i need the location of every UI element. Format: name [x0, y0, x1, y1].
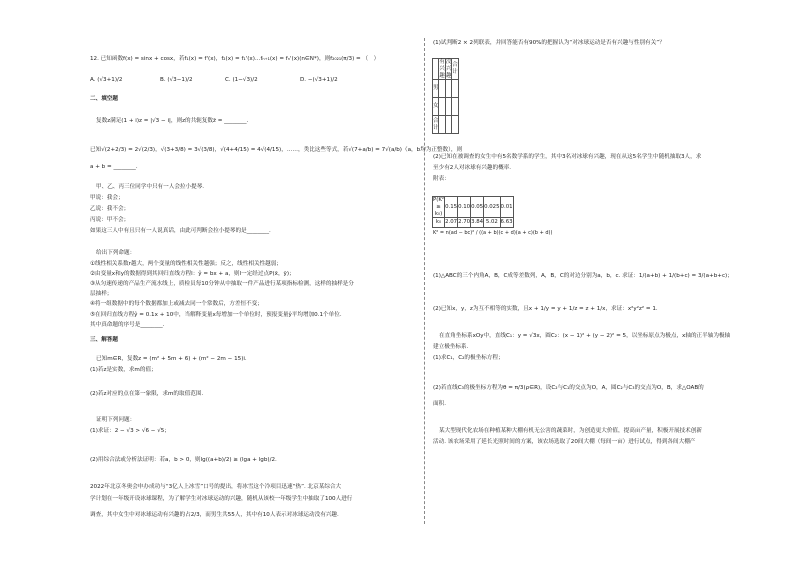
table-cell: 0.025: [484, 197, 500, 218]
question-13: 复数z满足(1 + i)z = |√3 − i|，则z的共轭复数z̄ = ________.: [96, 118, 249, 124]
question-20-part2: (2)已知x，y，z为互不相等的实数，且x + 1/y = y + 1/z = z + 1/x，求证：x²y²z² = 1.: [433, 306, 658, 312]
question-21-line2: 建立极坐标系.: [433, 344, 469, 350]
table-cell: 合计: [452, 59, 458, 80]
table-cell: [452, 116, 458, 134]
question-15-line5: 如果这三人中有且只有一人说真话，由此可判断会拉小提琴的是________.: [90, 228, 271, 234]
question-21-line3: (1)求C₁，C₂的极坐标方程；: [433, 355, 504, 361]
question-16-line3: ②由变量x和y的数据得到其回归直线方程l：ŷ = bx + a，则l一定经过点P(x̄，ȳ)；: [90, 271, 295, 277]
table-cell: 没兴趣: [445, 59, 452, 79]
question-16-line1: 给出下列命题：: [96, 250, 136, 256]
table-cell: 5.02: [484, 218, 500, 228]
question-19-line1: 2022年北京冬奥会申办成功与“3亿人上冰雪”口号的提出，将冰雪这个冷项目迅速“热”. 北京某综合大: [90, 484, 342, 490]
critical-value-table: [432, 196, 514, 228]
section-solutions: 三、解答题: [90, 337, 118, 343]
column-divider: [424, 38, 425, 524]
question-16-line7: ⑤在回归直线方程ŷ = 0.1x + 10中，当解释变量x每增加一个单位时，预报变量ŷ平均增加0.1个单位.: [90, 312, 342, 318]
table-cell: k₀: [433, 218, 445, 228]
question-19-part2-line1: (2)已知在被调查的女生中有5名数学系的学生，其中3名对冰球有兴趣，现在从这5名学生中随机抽取3人，求: [433, 154, 702, 160]
question-16-line6: ④将一组数据中的每个数据都加上或减去同一个常数后，方差恒不变；: [90, 301, 263, 307]
table-cell: [452, 80, 458, 98]
chi-square-formula: K² = n(ad − bc)² / ((a + b)(c + d)(a + c)(b + d)): [433, 230, 553, 236]
q12-option-d: D. −(√3+1)/2: [300, 77, 338, 83]
question-14-line2: a + b = ________.: [90, 164, 138, 170]
question-14-line1: 已知√(2+2/3) = 2√(2/3)，√(3+3/8) = 3√(3/8)，√(4+4/15) = 4√(4/15)，……，类比这些等式，若√(7+a/b) = 7√(a/b)（a，b均为正整数），则: [90, 147, 463, 153]
question-15-line1: 甲、乙、丙三位同学中只有一人会拉小提琴.: [96, 184, 205, 190]
table-cell: 有兴趣: [439, 59, 445, 79]
table-cell: 女: [433, 98, 439, 116]
table-cell: 合计: [433, 116, 439, 134]
question-21-line4: (2)若直线C₃的极坐标方程为θ = π/3(ρ∈R)，设C₂与C₁的交点为O，A，圆C₂与C₃的交点为O，B，求△OAB的: [433, 385, 704, 391]
question-17-line2: (1)若z是实数，求m的值；: [90, 367, 157, 373]
question-21-line1: 在直角坐标系xOy中，直线C₁：y = √3x，圆C₂：(x − 1)² + (y − 2)² = 5，以坐标原点为极点，x轴的正半轴为极轴: [439, 333, 731, 339]
question-19-part1: (1)试判断2 × 2列联表，并回答能否有90%的把握认为“对冰球运动是否有兴趣与性别有关”？: [433, 40, 665, 46]
question-16-line2: ①线性相关系数r越大，两个变量的线性相关性越强；反之，线性相关性越弱；: [90, 261, 282, 267]
table-row: [433, 218, 514, 228]
question-19-line2: 学计划在一年级开设冰球课程，为了解学生对冰球运动的兴趣，随机从该校一年级学生中抽取了100人进行: [90, 496, 353, 502]
question-20-part1: (1)△ABC的三个内角A，B，C成等差数列，A，B，C的对边分别为a，b，c. 求证：1/(a+b) + 1/(b+c) = 3/(a+b+c)；: [433, 273, 733, 279]
table-cell: 6.63: [500, 218, 513, 228]
table-cell: 2.07: [445, 218, 458, 228]
question-19-line3: 调查，其中女生中对冰球运动有兴趣的占2/3，而男生共55人，其中有10人表示对冰球运动没有兴趣.: [90, 512, 339, 518]
question-18-line1: 证明下列问题：: [96, 417, 136, 423]
table-cell: 3.84: [471, 218, 484, 228]
question-22-line2: 活动. 该农场采用了延长光照时间的方案，该农场选取了20间大棚（每间一亩）进行试点，得到各间大棚产: [433, 439, 696, 445]
q12-option-c: C. (1−√3)/2: [225, 77, 258, 83]
question-18-line3: (2)用综合法或分析法证明：若a，b > 0，则lg((a+b)/2) ≥ (lga + lgb)/2.: [90, 457, 277, 463]
appendix-label: 附表：: [433, 176, 450, 182]
question-16-line8: 其中真命题的序号是________.: [90, 322, 165, 328]
question-19-part2-line2: 至少有2人对冰球有兴趣的概率.: [433, 165, 512, 171]
question-12: 12. 已知函数f(x) = sinx + cosx，若f₁(x) = f'(x)，f₂(x) = f₁'(x)…fₙ₊₁(x) = fₙ'(x)(n∈N*)，则f₂₀₂₁(π/3) = （ ）: [90, 56, 380, 62]
table-cell: [452, 98, 458, 116]
table-cell: 男: [433, 80, 439, 98]
contingency-table: [432, 58, 459, 134]
question-15-line2: 甲说：我会；: [90, 195, 124, 201]
question-17-line3: (2)若z对应的点在第一象限，求m的取值范围.: [90, 391, 204, 397]
question-17-line1: 已知m∈R，复数z = (m² + 5m + 6) + (m² − 2m − 15)i.: [96, 356, 247, 362]
table-cell: 0.15: [445, 197, 458, 218]
question-15-line4: 丙说：甲不会；: [90, 217, 130, 223]
table-row: [433, 59, 459, 80]
q12-option-b: B. (√3−1)/2: [160, 77, 193, 83]
table-cell: 2.70: [458, 218, 471, 228]
table-cell: 0.01: [500, 197, 513, 218]
question-22-line1: 某大型现代化农场在种植某种大棚有机无公害的蔬菜时，为创造更大价值，提高亩产量，积极开展技术创新: [439, 428, 702, 434]
q12-option-a: A. (√3+1)/2: [90, 77, 123, 83]
section-fill-blank: 二、填空题: [90, 96, 118, 102]
table-cell: 0.05: [471, 197, 484, 218]
question-18-line2: (1)求证：2 − √3 > √6 − √5；: [90, 428, 170, 434]
question-16-line5: 层抽样；: [90, 291, 113, 297]
table-row: [433, 197, 514, 218]
question-16-line4: ③从匀速传递的产品生产流水线上，质检员每10分钟从中抽取一件产品进行某项指标检测，这样的抽样是分: [90, 281, 354, 287]
table-row: [433, 80, 459, 98]
question-15-line3: 乙说：我不会；: [90, 206, 130, 212]
table-cell: P(K² ≥ k₀): [433, 197, 445, 217]
question-21-line5: 面积.: [433, 401, 446, 407]
table-cell: 0.10: [458, 197, 471, 218]
table-row: [433, 98, 459, 116]
table-row: [433, 116, 459, 134]
